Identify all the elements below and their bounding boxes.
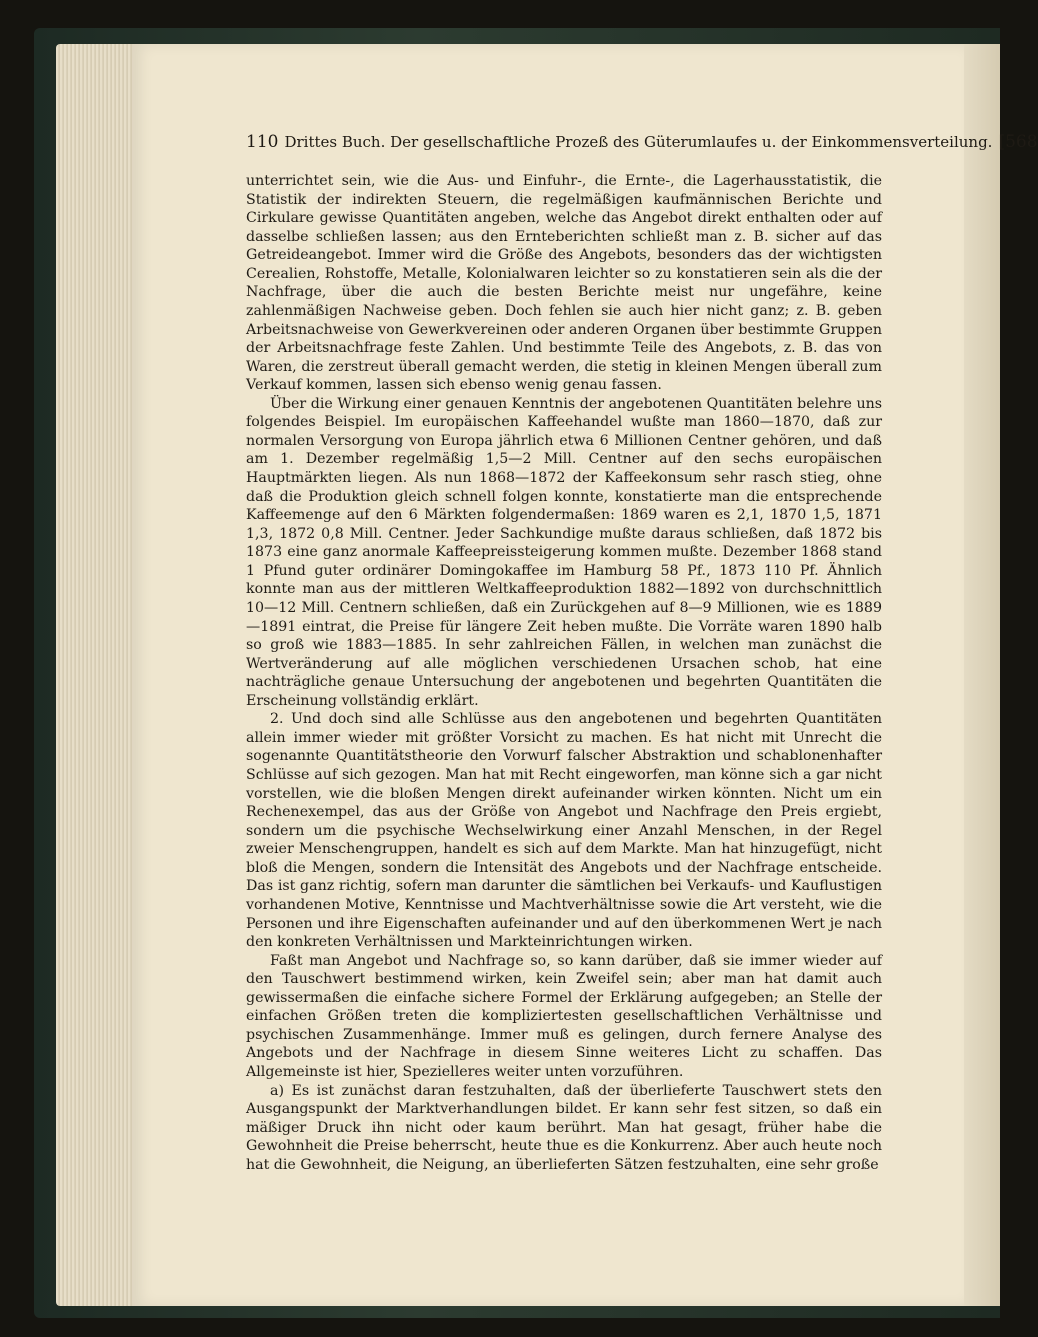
next-page-edge: [964, 44, 1000, 1306]
paragraph-5: a) Es ist zunächst daran festzuhalten, daß der überlieferte Tauschwert stets den Ausgangspunkt der Marktverhandlungen bildet. Er kann sehr fest sitzen, so daß ein mäßiger Druck ihn nicht oder kaum berührt. Man hat gesagt, früher habe die Gewohnheit die Preise beherrscht, heute thue es die Konkurrenz. Aber auch heute noch hat die Gewohnheit, die Neigung, an überlieferten Sätzen festzuhalten, eine sehr große: [246, 1082, 882, 1173]
paragraph-4: Faßt man Angebot und Nachfrage so, so kann darüber, daß sie immer wieder auf den Tauschwert bestimmend wirken, kein Zweifel sein; aber man hat damit auch gewissermaßen die einfache sichere Formel der Erklärung aufgegeben; an Stelle der einfachen Größen treten die kompliziertesten gesellschaftlichen Verhältnisse und psychischen Zusammenhänge. Immer muß es gelingen, durch fernere Analyse des Angebots und der Nachfrage in diesem Sinne weiteres Licht zu schaffen. Das Allgemeinste ist hier, Spezielleres weiter unten vorzuführen.: [246, 952, 882, 1080]
running-header: [246, 132, 1038, 152]
paragraph-2: Über die Wirkung einer genauen Kenntnis der angebotenen Quantitäten belehre uns folgendes Beispiel. Im europäischen Kaffeehandel wußte man 1860—1870, daß zur normalen Versorgung von Europa jährlich etwa 6 Millionen Centner gehören, und daß am 1. Dezember regelmäßig 1,5—2 Mill. Centner auf den sechs europäischen Hauptmärkten liegen. Als nun 1868—1872 der Kaffeekonsum sehr rasch stieg, ohne daß die Produktion gleich schnell folgen konnte, konstatierte man die entsprechende Kaffeemenge auf den 6 Märkten folgendermaßen: 1869 waren es 2,1, 1870 1,5, 1871 1,3, 1872 0,8 Mill. Centner. Jeder Sachkundige mußte daraus schließen, daß 1872 bis 1873 eine ganz anormale Kaffeepreissteigerung kommen mußte. Dezember 1868 stand 1 Pfund guter ordinärer Domingokaffee im Hamburg 58 Pf., 1873 110 Pf. Ähnlich konnte man aus der mittleren Weltkaffeeproduktion 1882—1892 von durchschnittlich 10—12 Mill. Centnern schließen, daß ein Zurückgehen auf 8—9 Millionen, wie es 1889—1891 eintrat, die Preise für längere Zeit heben mußte. Die Vorräte waren 1890 halb so groß wie 1883—1885. In sehr zahlreichen Fällen, in welchen man zunächst die Wertveränderung auf alle möglichen verschiedenen Ursachen schob, hat eine nachträgliche genaue Untersuchung der angebotenen und begehrten Quantitäten die Erscheinung vollständig erklärt.: [246, 395, 882, 709]
paragraph-1: unterrichtet sein, wie die Aus- und Einfuhr-, die Ernte-, die Lagerhausstatistik, die Statistik der indirekten Steuern, die regelmäßigen kaufmännischen Berichte und Cirkulare gewisse Quantitäten angeben, welche das Angebot direkt enthalten oder auf dasselbe schließen lassen; aus den Ernteberichten schließt man z. B. sicher auf das Getreideangebot. Immer wird die Größe des Angebots, besonders das der wichtigsten Cerealien, Rohstoffe, Metalle, Kolonialwaren leichter so zu konstatieren sein als die der Nachfrage, über die auch die besten Berichte meist nur ungefähre, keine zahlenmäßigen Nachweise geben. Doch fehlen sie auch hier nicht ganz; z. B. geben Arbeitsnachweise von Gewerkvereinen oder anderen Organen über bestimmte Gruppen der Arbeitsnachfrage feste Zahlen. Und bestimmte Teile des Angebots, z. B. das von Waren, die zerstreut überall gemacht werden, die stetig in kleinen Mengen überall zum Verkauf kommen, lassen sich ebenso wenig genau fassen.: [246, 173, 882, 394]
original-page-number: [568: [998, 132, 1038, 152]
paragraph-3: 2. Und doch sind alle Schlüsse aus den angebotenen und begehrten Quantitäten allein immer wieder mit größter Vorsicht zu machen. Es hat nicht mit Unrecht die sogenannte Quantitätstheorie den Vorwurf falscher Abstraktion und schablonenhafter Schlüsse auf sich gezogen. Man hat mit Recht eingeworfen, man könne sich a gar nicht vorstellen, wie die bloßen Mengen direkt aufeinander wirken könnten. Nicht um ein Rechenexempel, das aus der Größe von Angebot und Nachfrage den Preis ergiebt, sondern um die psychische Wechselwirkung einer Anzahl Menschen, in der Regel zweier Menschengruppen, handelt es sich auf dem Markte. Man hat hinzugefügt, nicht bloß die Mengen, sondern die Intensität des Angebots und der Nachfrage entscheide. Das ist ganz richtig, sofern man darunter die sämtlichen bei Verkaufs- und Kauflustigen vorhandenen Motive, Kenntnisse und Machtverhältnisse sowie die Art versteht, wie die Personen und ihre Eigenschaften aufeinander und auf den überkommenen Wert je nach den konkreten Verhältnissen und Markteinrichtungen wirken.: [246, 711, 882, 951]
page-number: 110: [246, 132, 279, 152]
running-title: Drittes Buch. Der gesellschaftliche Prozeß des Güterumlaufes u. der Einkommensverteilung.: [284, 133, 993, 151]
page-edges: [56, 44, 136, 1306]
page-body: [246, 172, 882, 1174]
